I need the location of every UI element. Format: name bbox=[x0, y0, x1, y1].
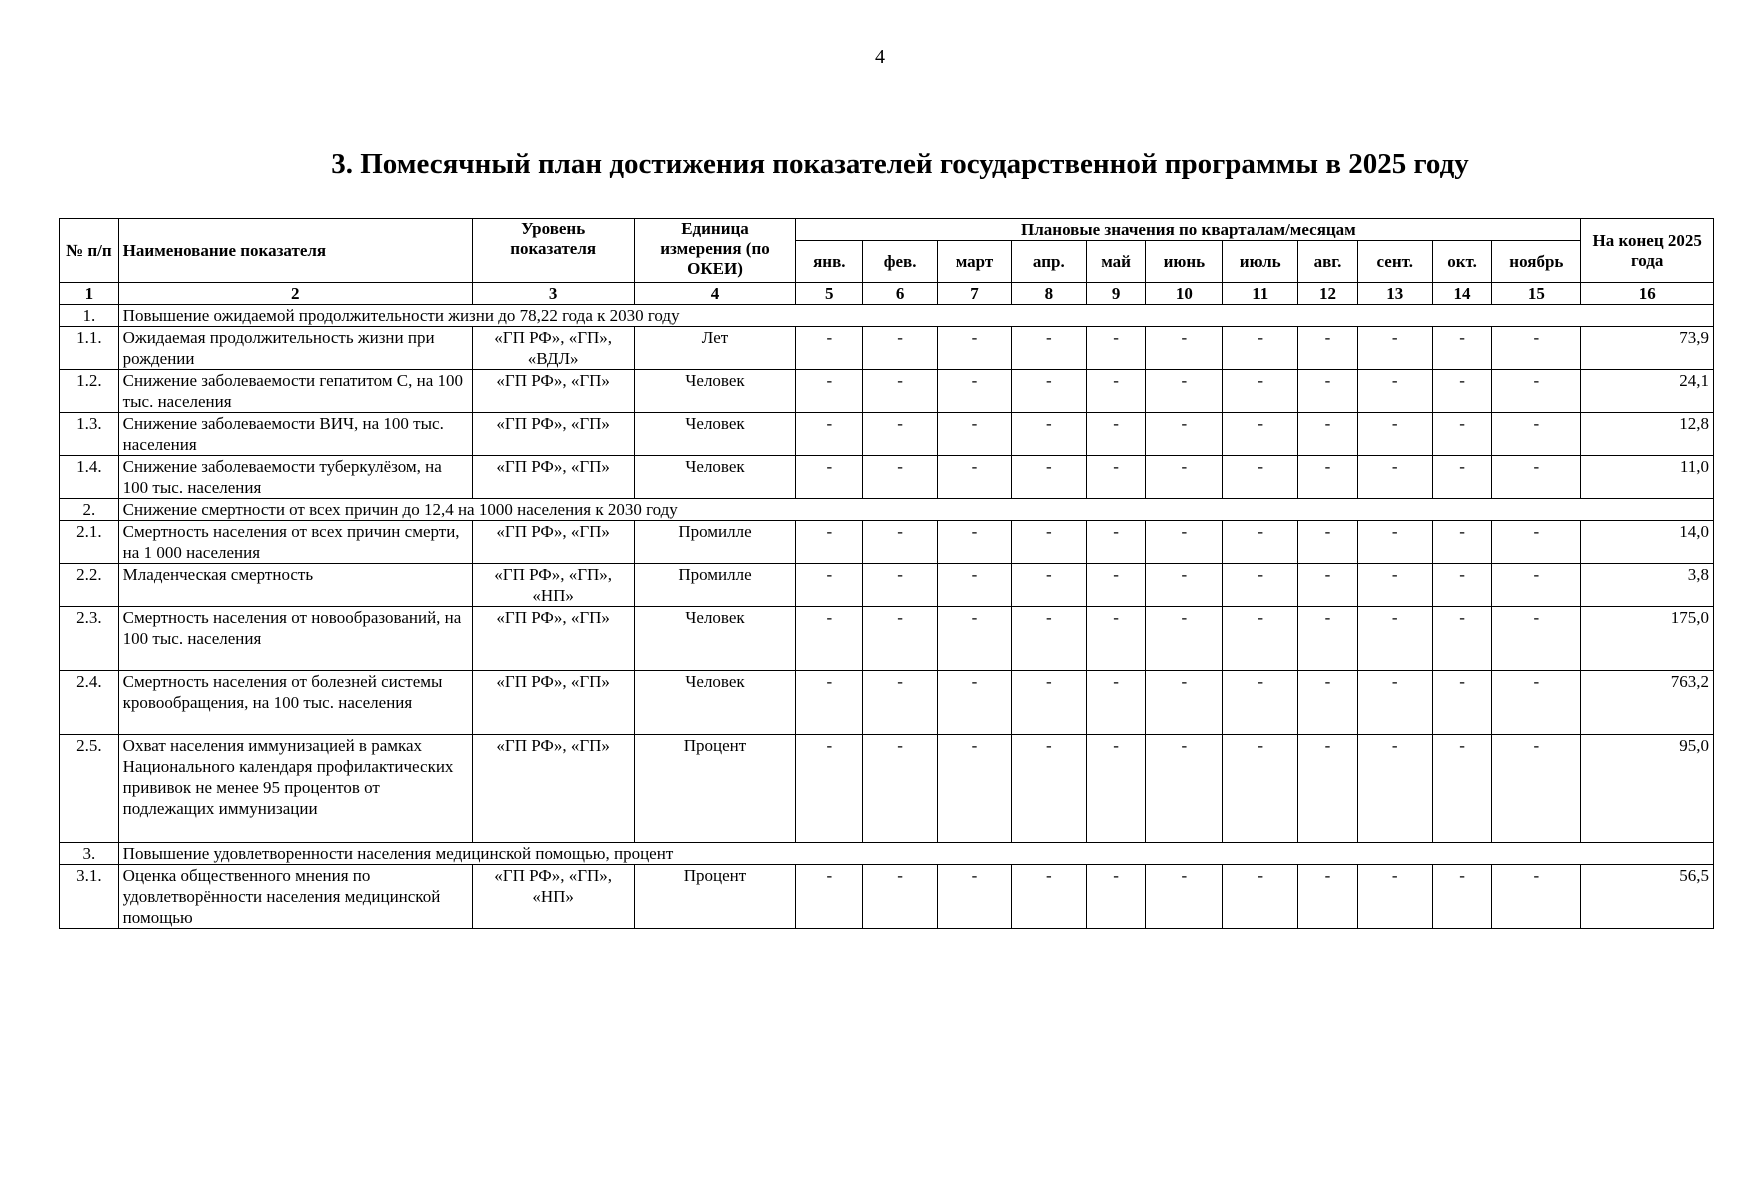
month-value: - bbox=[1298, 735, 1358, 843]
month-value: - bbox=[1298, 607, 1358, 671]
month-value: - bbox=[863, 607, 938, 671]
indicator-level: «ГП РФ», «ГП», «НП» bbox=[472, 865, 634, 929]
end-of-year-value: 763,2 bbox=[1581, 671, 1714, 735]
month-value: - bbox=[1146, 327, 1223, 370]
month-value: - bbox=[1146, 521, 1223, 564]
indicator-level: «ГП РФ», «ГП» bbox=[472, 735, 634, 843]
header-month: май bbox=[1086, 241, 1146, 283]
month-value: - bbox=[938, 521, 1012, 564]
end-of-year-value: 95,0 bbox=[1581, 735, 1714, 843]
column-number: 10 bbox=[1146, 283, 1223, 305]
table-row bbox=[60, 735, 1714, 843]
indicator-level: «ГП РФ», «ГП», «ВДЛ» bbox=[472, 327, 634, 370]
month-value: - bbox=[1298, 370, 1358, 413]
indicator-name: Снижение заболеваемости туберкулёзом, на 100 тыс. населения bbox=[118, 456, 472, 499]
section-row bbox=[60, 305, 1714, 327]
month-value: - bbox=[1086, 327, 1146, 370]
row-number: 2.5. bbox=[60, 735, 119, 843]
table-row bbox=[60, 413, 1714, 456]
month-value: - bbox=[1223, 607, 1298, 671]
page-number: 4 bbox=[875, 46, 885, 68]
indicator-name: Младенческая смертность bbox=[118, 564, 472, 607]
column-number: 14 bbox=[1432, 283, 1492, 305]
indicator-level: «ГП РФ», «ГП» bbox=[472, 521, 634, 564]
month-value: - bbox=[1223, 521, 1298, 564]
month-value: - bbox=[938, 413, 1012, 456]
header-month: авг. bbox=[1298, 241, 1358, 283]
header-month: окт. bbox=[1432, 241, 1492, 283]
month-value: - bbox=[1492, 735, 1581, 843]
month-value: - bbox=[1357, 735, 1432, 843]
indicator-name: Смертность населения от всех причин смерти, на 1 000 населения bbox=[118, 521, 472, 564]
indicator-level: «ГП РФ», «ГП» bbox=[472, 671, 634, 735]
month-value: - bbox=[1432, 413, 1492, 456]
header-month: фев. bbox=[863, 241, 938, 283]
month-value: - bbox=[1432, 521, 1492, 564]
month-value: - bbox=[1298, 413, 1358, 456]
month-value: - bbox=[1492, 607, 1581, 671]
table-row bbox=[60, 456, 1714, 499]
section-title: Повышение удовлетворенности населения медицинской помощью, процент bbox=[118, 843, 1713, 865]
header-unit: Единица измерения (по ОКЕИ) bbox=[634, 219, 796, 283]
month-value: - bbox=[1357, 865, 1432, 929]
section-title: Повышение ожидаемой продолжительности жизни до 78,22 года к 2030 году bbox=[118, 305, 1713, 327]
month-value: - bbox=[1146, 607, 1223, 671]
row-number: 2.4. bbox=[60, 671, 119, 735]
month-value: - bbox=[863, 370, 938, 413]
month-value: - bbox=[1432, 327, 1492, 370]
month-value: - bbox=[1357, 456, 1432, 499]
month-value: - bbox=[1298, 564, 1358, 607]
indicator-name: Оценка общественного мнения по удовлетворённости населения медицинской помощью bbox=[118, 865, 472, 929]
table-row bbox=[60, 327, 1714, 370]
month-value: - bbox=[1011, 521, 1086, 564]
indicator-unit: Человек bbox=[634, 413, 796, 456]
month-value: - bbox=[1432, 564, 1492, 607]
month-value: - bbox=[1298, 521, 1358, 564]
indicator-name: Снижение заболеваемости ВИЧ, на 100 тыс. населения bbox=[118, 413, 472, 456]
column-number: 4 bbox=[634, 283, 796, 305]
row-number: 2.2. bbox=[60, 564, 119, 607]
header-no: № п/п bbox=[60, 219, 119, 283]
month-value: - bbox=[1086, 564, 1146, 607]
month-value: - bbox=[863, 671, 938, 735]
indicator-unit: Человек bbox=[634, 607, 796, 671]
month-value: - bbox=[1432, 735, 1492, 843]
indicator-unit: Промилле bbox=[634, 564, 796, 607]
month-value: - bbox=[1492, 413, 1581, 456]
end-of-year-value: 24,1 bbox=[1581, 370, 1714, 413]
header-month: июль bbox=[1223, 241, 1298, 283]
indicator-level: «ГП РФ», «ГП» bbox=[472, 413, 634, 456]
month-value: - bbox=[1223, 370, 1298, 413]
month-value: - bbox=[796, 865, 863, 929]
month-value: - bbox=[938, 370, 1012, 413]
month-value: - bbox=[1146, 564, 1223, 607]
month-value: - bbox=[796, 370, 863, 413]
month-value: - bbox=[1298, 456, 1358, 499]
month-value: - bbox=[1011, 456, 1086, 499]
month-value: - bbox=[796, 735, 863, 843]
month-value: - bbox=[1146, 735, 1223, 843]
row-number: 1.1. bbox=[60, 327, 119, 370]
header-month: ноябрь bbox=[1492, 241, 1581, 283]
month-value: - bbox=[1492, 671, 1581, 735]
month-value: - bbox=[1086, 607, 1146, 671]
column-number: 2 bbox=[118, 283, 472, 305]
month-value: - bbox=[1432, 370, 1492, 413]
month-value: - bbox=[1357, 521, 1432, 564]
page-title: 3. Помесячный план достижения показателей государственной программы в 2025 году bbox=[331, 148, 1469, 180]
header-name: Наименование показателя bbox=[118, 219, 472, 283]
table-row bbox=[60, 521, 1714, 564]
end-of-year-value: 14,0 bbox=[1581, 521, 1714, 564]
header-month: сент. bbox=[1357, 241, 1432, 283]
column-number: 16 bbox=[1581, 283, 1714, 305]
indicator-name: Охват населения иммунизацией в рамках Национального календаря профилактических прививок не менее 95 процентов от подлежащих иммунизации bbox=[118, 735, 472, 843]
end-of-year-value: 12,8 bbox=[1581, 413, 1714, 456]
header-level: Уровень показателя bbox=[472, 219, 634, 283]
indicator-unit: Процент bbox=[634, 735, 796, 843]
column-number: 13 bbox=[1357, 283, 1432, 305]
header-month: март bbox=[938, 241, 1012, 283]
month-value: - bbox=[1223, 865, 1298, 929]
month-value: - bbox=[1298, 327, 1358, 370]
month-value: - bbox=[1086, 671, 1146, 735]
month-value: - bbox=[938, 865, 1012, 929]
column-number: 8 bbox=[1011, 283, 1086, 305]
table-row bbox=[60, 564, 1714, 607]
month-value: - bbox=[1357, 671, 1432, 735]
month-value: - bbox=[1432, 607, 1492, 671]
section-row bbox=[60, 843, 1714, 865]
month-value: - bbox=[1223, 735, 1298, 843]
month-value: - bbox=[1492, 370, 1581, 413]
month-value: - bbox=[1146, 865, 1223, 929]
month-value: - bbox=[938, 456, 1012, 499]
month-value: - bbox=[1086, 370, 1146, 413]
column-number: 11 bbox=[1223, 283, 1298, 305]
indicator-level: «ГП РФ», «ГП», «НП» bbox=[472, 564, 634, 607]
month-value: - bbox=[796, 327, 863, 370]
indicator-name: Смертность населения от болезней системы кровообращения, на 100 тыс. населения bbox=[118, 671, 472, 735]
indicator-unit: Промилле bbox=[634, 521, 796, 564]
indicator-level: «ГП РФ», «ГП» bbox=[472, 607, 634, 671]
month-value: - bbox=[1223, 413, 1298, 456]
month-value: - bbox=[863, 327, 938, 370]
month-value: - bbox=[938, 671, 1012, 735]
month-value: - bbox=[1357, 370, 1432, 413]
month-value: - bbox=[1086, 456, 1146, 499]
column-number: 3 bbox=[472, 283, 634, 305]
column-number: 15 bbox=[1492, 283, 1581, 305]
month-value: - bbox=[796, 413, 863, 456]
month-value: - bbox=[1011, 370, 1086, 413]
month-value: - bbox=[863, 564, 938, 607]
indicator-name: Ожидаемая продолжительность жизни при рождении bbox=[118, 327, 472, 370]
month-value: - bbox=[938, 564, 1012, 607]
month-value: - bbox=[863, 413, 938, 456]
end-of-year-value: 3,8 bbox=[1581, 564, 1714, 607]
indicator-unit: Человек bbox=[634, 456, 796, 499]
indicator-level: «ГП РФ», «ГП» bbox=[472, 456, 634, 499]
month-value: - bbox=[1357, 607, 1432, 671]
column-number: 5 bbox=[796, 283, 863, 305]
month-value: - bbox=[1086, 521, 1146, 564]
month-value: - bbox=[1492, 865, 1581, 929]
table-row bbox=[60, 671, 1714, 735]
table-row bbox=[60, 607, 1714, 671]
end-of-year-value: 56,5 bbox=[1581, 865, 1714, 929]
end-of-year-value: 73,9 bbox=[1581, 327, 1714, 370]
month-value: - bbox=[1492, 327, 1581, 370]
row-number: 1.2. bbox=[60, 370, 119, 413]
month-value: - bbox=[1011, 865, 1086, 929]
month-value: - bbox=[1298, 671, 1358, 735]
row-number: 1.3. bbox=[60, 413, 119, 456]
end-of-year-value: 11,0 bbox=[1581, 456, 1714, 499]
month-value: - bbox=[1011, 413, 1086, 456]
month-value: - bbox=[1357, 413, 1432, 456]
month-value: - bbox=[1492, 521, 1581, 564]
month-value: - bbox=[1011, 607, 1086, 671]
header-end: На конец 2025 года bbox=[1581, 219, 1714, 283]
month-value: - bbox=[1086, 865, 1146, 929]
month-value: - bbox=[1357, 327, 1432, 370]
row-number: 3. bbox=[60, 843, 119, 865]
header-month: янв. bbox=[796, 241, 863, 283]
month-value: - bbox=[863, 865, 938, 929]
month-value: - bbox=[796, 456, 863, 499]
month-value: - bbox=[796, 607, 863, 671]
header-month: июнь bbox=[1146, 241, 1223, 283]
month-value: - bbox=[1298, 865, 1358, 929]
row-number: 3.1. bbox=[60, 865, 119, 929]
indicator-level: «ГП РФ», «ГП» bbox=[472, 370, 634, 413]
month-value: - bbox=[1146, 413, 1223, 456]
row-number: 2. bbox=[60, 499, 119, 521]
column-number: 7 bbox=[938, 283, 1012, 305]
month-value: - bbox=[1492, 564, 1581, 607]
month-value: - bbox=[938, 735, 1012, 843]
indicator-unit: Процент bbox=[634, 865, 796, 929]
indicators-table bbox=[59, 218, 1714, 929]
month-value: - bbox=[1086, 735, 1146, 843]
month-value: - bbox=[1223, 564, 1298, 607]
row-number: 2.3. bbox=[60, 607, 119, 671]
indicator-unit: Человек bbox=[634, 671, 796, 735]
row-number: 2.1. bbox=[60, 521, 119, 564]
table-row bbox=[60, 370, 1714, 413]
month-value: - bbox=[863, 735, 938, 843]
month-value: - bbox=[1146, 456, 1223, 499]
month-value: - bbox=[938, 327, 1012, 370]
section-title: Снижение смертности от всех причин до 12,4 на 1000 населения к 2030 году bbox=[118, 499, 1713, 521]
month-value: - bbox=[1011, 564, 1086, 607]
column-number: 1 bbox=[60, 283, 119, 305]
month-value: - bbox=[1223, 327, 1298, 370]
row-number: 1.4. bbox=[60, 456, 119, 499]
month-value: - bbox=[863, 456, 938, 499]
month-value: - bbox=[1011, 735, 1086, 843]
month-value: - bbox=[1223, 671, 1298, 735]
column-number: 12 bbox=[1298, 283, 1358, 305]
month-value: - bbox=[1146, 671, 1223, 735]
month-value: - bbox=[1146, 370, 1223, 413]
row-number: 1. bbox=[60, 305, 119, 327]
month-value: - bbox=[1011, 671, 1086, 735]
month-value: - bbox=[796, 671, 863, 735]
month-value: - bbox=[796, 564, 863, 607]
month-value: - bbox=[1432, 865, 1492, 929]
end-of-year-value: 175,0 bbox=[1581, 607, 1714, 671]
month-value: - bbox=[1223, 456, 1298, 499]
indicator-unit: Человек bbox=[634, 370, 796, 413]
indicator-unit: Лет bbox=[634, 327, 796, 370]
month-value: - bbox=[1357, 564, 1432, 607]
column-number: 6 bbox=[863, 283, 938, 305]
table-row bbox=[60, 865, 1714, 929]
section-row bbox=[60, 499, 1714, 521]
month-value: - bbox=[796, 521, 863, 564]
month-value: - bbox=[1432, 671, 1492, 735]
month-value: - bbox=[1011, 327, 1086, 370]
header-planned: Плановые значения по кварталам/месяцам bbox=[796, 219, 1581, 241]
header-month: апр. bbox=[1011, 241, 1086, 283]
month-value: - bbox=[938, 607, 1012, 671]
month-value: - bbox=[863, 521, 938, 564]
month-value: - bbox=[1086, 413, 1146, 456]
month-value: - bbox=[1492, 456, 1581, 499]
column-number: 9 bbox=[1086, 283, 1146, 305]
month-value: - bbox=[1432, 456, 1492, 499]
indicator-name: Снижение заболеваемости гепатитом С, на 100 тыс. населения bbox=[118, 370, 472, 413]
indicator-name: Смертность населения от новообразований, на 100 тыс. населения bbox=[118, 607, 472, 671]
